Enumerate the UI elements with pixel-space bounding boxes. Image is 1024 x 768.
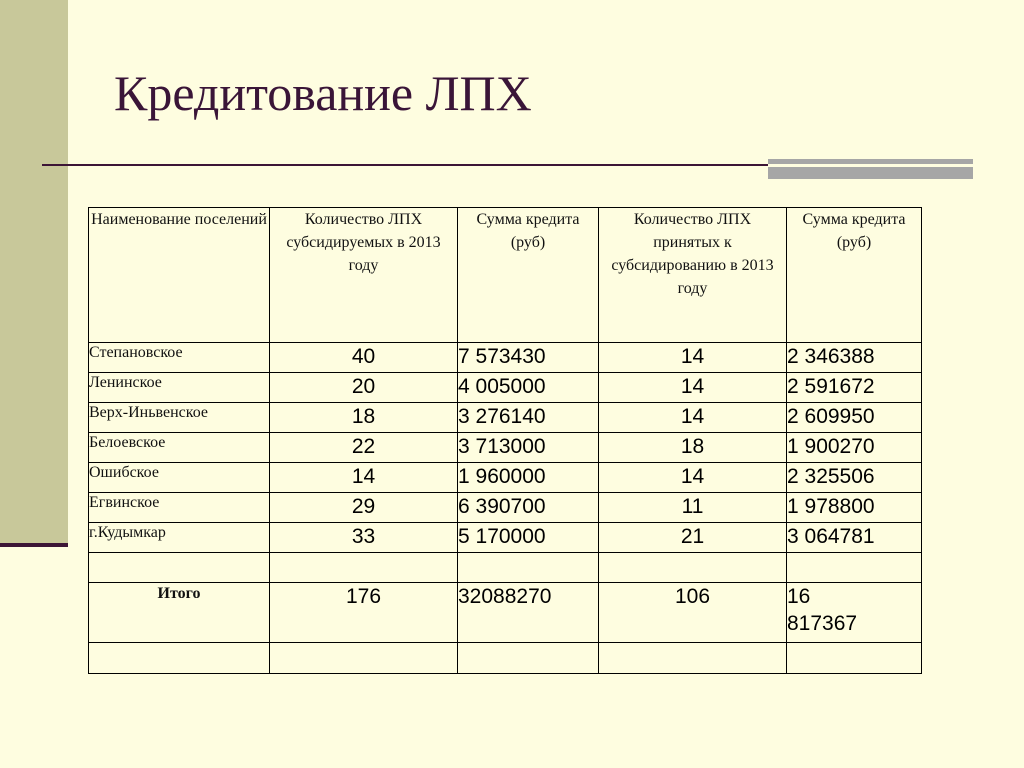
total-row [89,583,922,643]
subsidized-count: 22 [270,433,458,463]
title-divider-gap [768,164,973,167]
table-row [89,523,922,553]
table-row [89,373,922,403]
table-row [89,403,922,433]
credit-sum-2: 2 346388 [787,343,922,373]
title-divider [42,164,770,166]
credit-sum-2: 1 900270 [787,433,922,463]
accepted-count: 14 [599,403,787,433]
accepted-count: 14 [599,463,787,493]
empty-cell [458,553,599,583]
credit-sum-2: 2 609950 [787,403,922,433]
credit-table [88,207,922,674]
empty-cell [458,643,599,674]
empty-cell [89,643,270,674]
credit-sum-2: 1 978800 [787,493,922,523]
table-row [89,433,922,463]
empty-cell [89,553,270,583]
credit-sum-2: 2 591672 [787,373,922,403]
side-band [0,0,68,546]
empty-cell [599,553,787,583]
total-label: Итого [89,583,270,643]
subsidized-count: 40 [270,343,458,373]
empty-cell [270,643,458,674]
empty-cell [599,643,787,674]
page-title: Кредитование ЛПХ [114,65,532,121]
credit-sum: 7 573430 [458,343,599,373]
col-header-credit-sum: Сумма кредита (руб) [458,208,599,343]
subsidized-count: 18 [270,403,458,433]
table-row [89,343,922,373]
title-divider-accent [768,159,973,179]
total-credit-sum: 32088270 [458,583,599,643]
col-header-subsidized-count: Количество ЛПХ субсидируемых в 2013 году [270,208,458,343]
total-subsidized-count: 176 [270,583,458,643]
settlement-name: Егвинское [89,493,270,523]
empty-row [89,553,922,583]
settlement-name: Ошибское [89,463,270,493]
table-row [89,463,922,493]
subsidized-count: 29 [270,493,458,523]
col-header-accepted-count: Количество ЛПХ принятых к субсидированию в 2013 году [599,208,787,343]
accepted-count: 21 [599,523,787,553]
credit-sum: 6 390700 [458,493,599,523]
accepted-count: 18 [599,433,787,463]
settlement-name: Верх-Иньвенское [89,403,270,433]
settlement-name: г.Кудымкар [89,523,270,553]
table-row [89,493,922,523]
credit-sum: 4 005000 [458,373,599,403]
credit-sum: 3 713000 [458,433,599,463]
credit-sum: 1 960000 [458,463,599,493]
settlement-name: Белоевское [89,433,270,463]
settlement-name: Степановское [89,343,270,373]
table-header-row [89,208,922,343]
settlement-name: Ленинское [89,373,270,403]
accepted-count: 11 [599,493,787,523]
col-header-settlement: Наименование поселений [89,208,270,343]
total-credit-sum-2: 16 817367 [787,583,922,643]
empty-cell [270,553,458,583]
credit-sum-2: 2 325506 [787,463,922,493]
credit-sum-2: 3 064781 [787,523,922,553]
empty-cell [787,643,922,674]
empty-cell [787,553,922,583]
accepted-count: 14 [599,343,787,373]
col-header-credit-sum-2: Сумма кредита (руб) [787,208,922,343]
accepted-count: 14 [599,373,787,403]
credit-sum: 3 276140 [458,403,599,433]
subsidized-count: 33 [270,523,458,553]
credit-sum: 5 170000 [458,523,599,553]
total-accepted-count: 106 [599,583,787,643]
empty-row [89,643,922,674]
side-accent-line [0,543,68,547]
subsidized-count: 14 [270,463,458,493]
subsidized-count: 20 [270,373,458,403]
